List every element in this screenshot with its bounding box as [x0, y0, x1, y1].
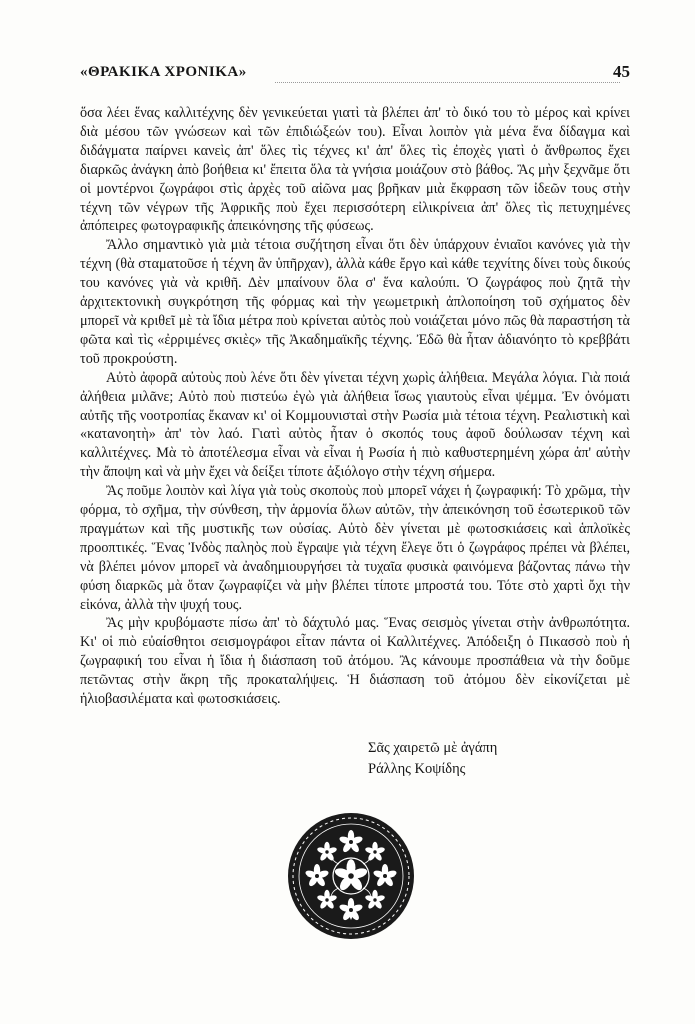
paragraph: Αὐτὸ ἀφορᾶ αὐτοὺς ποὺ λένε ὅτι δὲν γίνεται τέχνη χωρὶς ἀλήθεια. Μεγάλα λόγια. Γιὰ ποιά ἀλήθεια μιλᾶνε; Αὐτὸ ποὺ πιστεύω ἐγὼ γιὰ ἀλήθεια ἴσως γιαυτοὺς εἶναι ψέμμα. Ἐν ὀνόματι αὐτῆς τῆς νοοτροπίας ἔκαναν κι' οἱ Κομμουνισταὶ στὴν Ρωσία μιὰ τέτοια τέχνη. Ρεαλιστικὴ καὶ «κατανοητὴ» ἀπ' τὸν λαό. Γιατὶ αὐτὸς ἦταν ὁ σκοπός τους ἀφοῦ δούλωσαν τέχνη καὶ καλλιτέχνες. Μὰ τὸ ἀποτέλεσμα εἶναι νὰ εἶναι ἡ Ρωσία ἡ πιὸ καθυστερημένη χώρα ἀπ' αὐτὴν τὴν ἄποψη καὶ νὰ μὴν ἔχει νὰ δείξει τίποτε ἀξιόλογο στὴν τέχνη σήμερα. [80, 369, 630, 481]
paragraph: Ἂς ποῦμε λοιπὸν καὶ λίγα γιὰ τοὺς σκοποὺς ποὺ μπορεῖ νάχει ἡ ζωγραφική: Τὸ χρῶμα, τὴν φόρμα, τὸ σχῆμα, τὴν σύνθεση, τὴν ἁρμονία ὅλων αὐτῶν, τὴν ἀπεικόνηση τοῦ ἐσωτερικοῦ τῶν πραγμάτων καὶ τῆς μυστικῆς των οὐσίας. Αὐτὸ δὲν γίνεται μὲ φωτοσκιάσεις καὶ ἁπλοϊκὲς προοπτικές. Ἕνας Ἰνδὸς παληὸς ποὺ ἔγραψε γιὰ τέχνη ἔλεγε ὅτι ὁ ζωγράφος πρέπει νὰ βλέπει, νὰ βλέπει μόνον μπορεῖ νὰ ἀναδημιουργήσει τὰ τυχαῖα φυσικὰ φαινόμενα βάζοντας πάνω τὴν φύση διαρκῶς μὰ ὅταν ζωγραφίζει νὰ μὴν βλέπει τίποτε μπροστά του. Τότε στὸ χαρτὶ ὄχι τὴν εἰκόνα, ἀλλὰ τὴν ψυχή τους. [80, 483, 630, 613]
paragraph: Ἂς μὴν κρυβόμαστε πίσω ἀπ' τὸ δάχτυλό μας. Ἕνας σεισμὸς γίνεται στὴν ἀνθρωπότητα. Κι' οἱ πιὸ εὐαίσθητοι σεισμογράφοι εἶταν πάντα οἱ Καλλιτέχνες. Ἀπόδειξη ὁ Πικασσὸ ποὺ ἡ ζωγραφική του εἶναι ἡ ἴδια ἡ διάσπαση τοῦ ἀτόμου. Ἂς κάνουμε προσπάθεια νὰ τὴν δοῦμε πετῶντας στὴν ἄκρη τῆς προκαταλήψεις. Ἡ διάσπαση τοῦ ἀτόμου δὲν εἰκονίζεται μὲ ἡλιοβασιλέματα καὶ φωτοσκιάσεις. [80, 615, 630, 708]
author-name: Ράλλης Κοψίδης [368, 761, 466, 777]
floral-rosette-ornament-icon [287, 812, 415, 940]
header-rule [275, 82, 620, 83]
page-header [80, 64, 630, 86]
closing-line: Σᾶς χαιρετῶ μὲ ἀγάπη [368, 740, 498, 756]
page-number: 45 [613, 62, 630, 81]
signature-block [368, 738, 497, 780]
journal-name: «ΘΡΑΚΙΚΑ ΧΡΟΝΙΚΑ» [80, 64, 247, 80]
paragraph: ὅσα λέει ἕνας καλλιτέχνης δὲν γενικεύεται γιατὶ τὰ βλέπει ἀπ' τὸ δικό του τὸ μέρος καὶ κρίνει διὰ μέσου τῶν γνώσεων καὶ τῶν ἐπιδιώξεών του). Εἶναι λοιπὸν γιὰ μένα ἕνα δίδαγμα καὶ διδάγματα παίρνει κανεὶς ἀπ' ὅλες τὶς τέχνες κι' ἀπ' ὅλες τὶς ἐποχὲς γιατὶ ὁ ἄνθρωπος ἔχει διαρκῶς ἀνάγκη ἀπὸ βοήθεια κι' ἔπειτα ὅλα τὰ γνήσια μοιάζουν στὸ βάθος. Ἂς μὴν ξεχνᾶμε ὅτι οἱ μοντέρνοι ζωγράφοι στὶς ἀρχὲς τοῦ αἰῶνα μας βρῆκαν μιὰ ἔκφραση τῶν ἰδεῶν τους στὴν τέχνη τῶν νέγρων τῆς Ἀφρικῆς ποὺ ἔχει περισσότερη εἰλικρίνεια ἀπ' ὅλες τὶς πετυχημένες ἀπόπειρες φωτογραφικῆς ἀπεικόνησης τῆς φύσεως. [80, 105, 630, 235]
article-body [80, 104, 630, 709]
ornament-svg [287, 812, 415, 940]
paragraph: Ἄλλο σημαντικὸ γιὰ μιὰ τέτοια συζήτηση εἶναι ὅτι δὲν ὑπάρχουν ἐνιαῖοι κανόνες γιὰ τὴν τέχνη (θὰ σταματοῦσε ἡ τέχνη ἂν ὑπῆρχαν), ἀλλὰ κάθε ἔργο καὶ κάθε τεχνίτης δίνει τοὺς δικούς του κανόνες γιὰ νὰ κριθῆ. Δὲν μπαίνουν ὅλα σ' ἕνα καλούπι. Ὁ ζωγράφος ποὺ ζητᾶ τὴν ἀρχιτεκτονικὴ συγκρότηση τῆς φόρμας καὶ τὴν γεωμετρικὴ ἀπλοποίηση τοῦ σχήματος δὲν μπορεῖ νὰ κριθεῖ μὲ τὰ ἴδια μέτρα ποὺ κρίνεται αὐτὸς ποὺ νοιάζεται μόνο πῶς θὰ παραστήση τὰ φῶτα καὶ τὶς «ἐρριμένες σκιὲς» τῆς Ἀκαδημαϊκῆς τέχνης. Ἐδῶ θὰ ἦταν ἀδιανόητο τὸ κρεββάτι τοῦ προκρούστη. [80, 237, 630, 367]
